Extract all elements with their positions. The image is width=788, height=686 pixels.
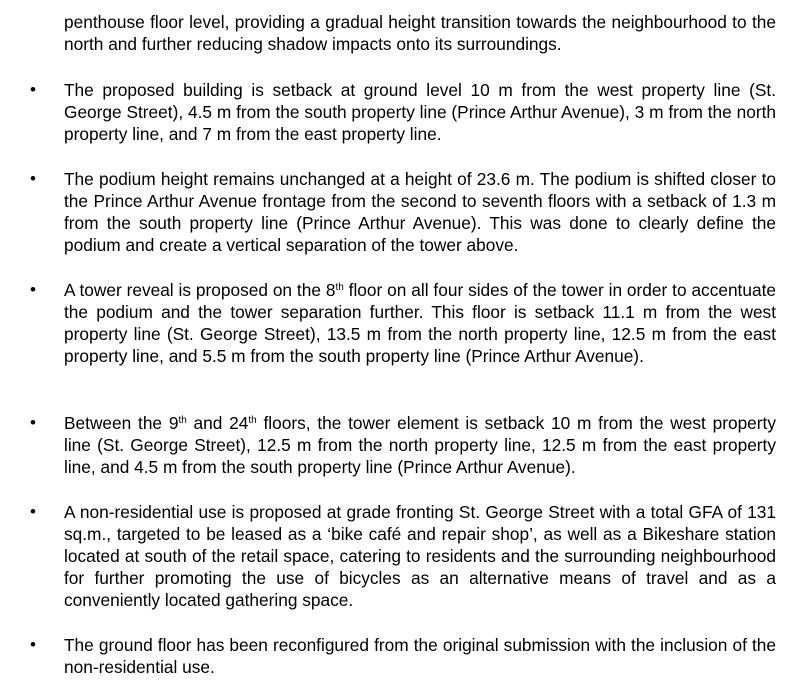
bullet-text [64,412,776,478]
bullet-marker: • [30,169,36,188]
bullet-marker: • [30,502,36,521]
bullet-item-5 [30,501,776,611]
bullet-text: A non-residential use is proposed at grade fronting St. George Street with a total GFA of 131 sq.m., targeted to be leased as a ‘bike café and repair shop’, as well as a Bikeshare station located at south of the retail space, catering to residents and the surrounding neighbourhood for further promoting the use of bicycles as an alternative means of travel and as a conveniently located gathering space. [64,502,776,610]
bullet-text [64,279,776,367]
bullet-item-4 [30,412,776,478]
bullet-item-2 [30,168,776,256]
ordinal-suffix: th [248,415,257,426]
bullet-marker: • [30,413,36,432]
ordinal-suffix: th [335,282,344,293]
text-segment: floors, the tower element is setback 10 m from the west property line (St. George Street), 12.5 m from the north property line, 12.5 m from the east property line, and 4.5 m from the south property line (Prince Arthur Avenue). [64,413,776,477]
bullet-item-3 [30,279,776,367]
text-segment: floor on all four sides of the tower in order to accentuate the podium and the tower separation further. This floor is setback 11.1 m from the west property line (St. George Street), 13.5 m from the north property line, 12.5 m from the east property line, and 5.5 m from the south property line (Prince Arthur Avenue). [64,280,776,366]
bullet-text: The proposed building is setback at ground level 10 m from the west property line (St. George Street), 4.5 m from the south property line (Prince Arthur Avenue), 3 m from the north property line, and 7 m from the east property line. [64,80,776,144]
text-segment: A tower reveal is proposed on the 8 [64,280,336,300]
bullet-marker: • [30,80,36,99]
text-segment: Between the 9 [64,413,179,433]
bullet-text: The ground floor has been reconfigured from the original submission with the inclusion of the non-residential use. [64,635,776,677]
bullet-text: The podium height remains unchanged at a height of 23.6 m. The podium is shifted closer to the Prince Arthur Avenue frontage from the second to seventh floors with a setback of 1.3 m from the south property line (Prince Arthur Avenue). This was done to clearly define the podium and create a vertical separation of the tower above. [64,169,776,255]
bullet-item-1 [30,79,776,145]
bullet-marker: • [30,635,36,654]
bullet-item-6 [30,634,776,678]
ordinal-suffix: th [178,415,187,426]
text-segment: and 24 [186,413,249,433]
continuation-paragraph [64,11,776,55]
bullet-marker: • [30,280,36,299]
paragraph-text: penthouse floor level, providing a gradual height transition towards the neighbourhood to the north and further reducing shadow impacts onto its surroundings. [64,12,776,54]
